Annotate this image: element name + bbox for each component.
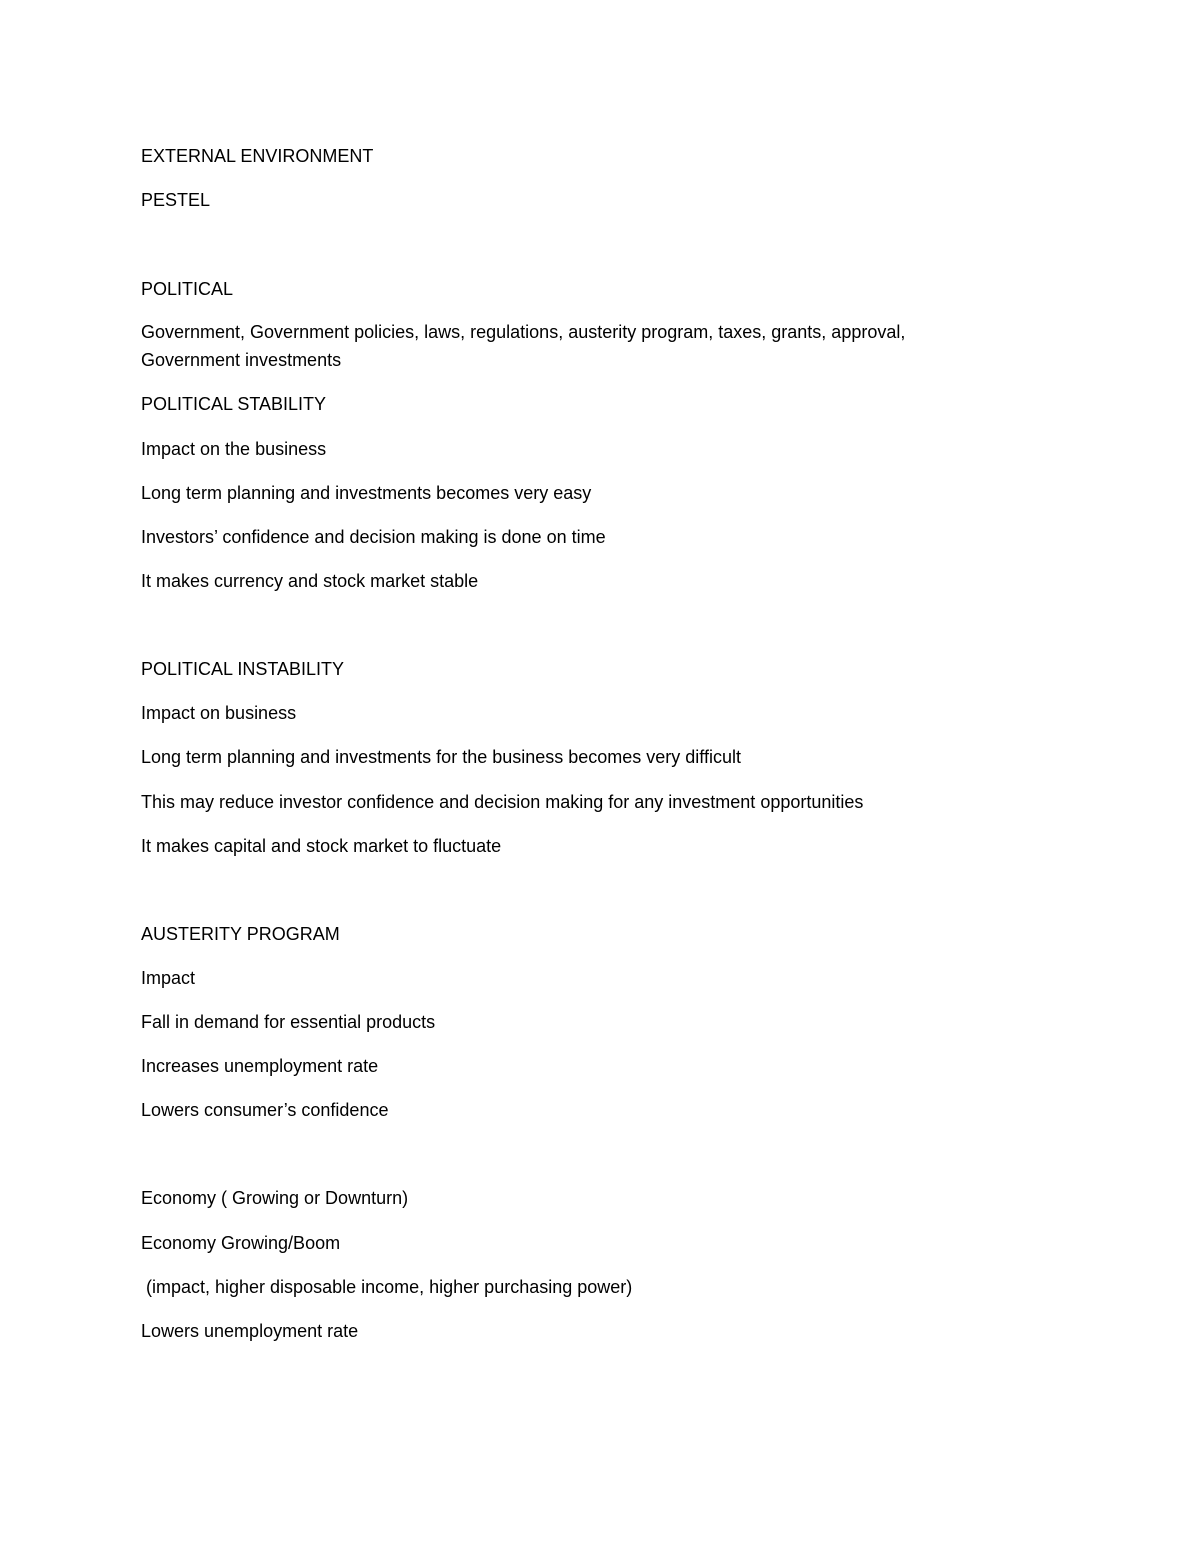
text-line: Government, Government policies, laws, regulations, austerity program, taxes, grants, approval,	[141, 322, 906, 342]
text-line: Government investments	[141, 350, 342, 370]
text-line: Impact on business	[141, 703, 297, 723]
text-line: It makes currency and stock market stable	[141, 571, 479, 591]
text-line: This may reduce investor confidence and decision making for any investment opportunities	[141, 792, 864, 812]
text-line: It makes capital and stock market to fluctuate	[141, 836, 502, 856]
text-line: Lowers unemployment rate	[141, 1321, 359, 1341]
text-line: Long term planning and investments for the business becomes very difficult	[141, 747, 741, 767]
text-line: Increases unemployment rate	[141, 1056, 379, 1076]
heading-political-stability: POLITICAL STABILITY	[141, 394, 327, 414]
heading-political-instability: POLITICAL INSTABILITY	[141, 659, 345, 679]
section-label-pestel: PESTEL	[141, 190, 211, 210]
text-line: Lowers consumer’s confidence	[141, 1100, 389, 1120]
document-title: EXTERNAL ENVIRONMENT	[141, 146, 374, 166]
text-line: (impact, higher disposable income, higher purchasing power)	[141, 1277, 633, 1297]
text-line: Impact	[141, 968, 196, 988]
text-line: Impact on the business	[141, 439, 327, 459]
heading-austerity-program: AUSTERITY PROGRAM	[141, 924, 340, 944]
heading-economy: Economy ( Growing or Downturn)	[141, 1188, 409, 1208]
heading-political: POLITICAL	[141, 279, 234, 299]
text-line: Investors’ confidence and decision making is done on time	[141, 527, 606, 547]
text-line: Long term planning and investments becomes very easy	[141, 483, 592, 503]
text-line: Fall in demand for essential products	[141, 1012, 436, 1032]
text-line: Economy Growing/Boom	[141, 1233, 341, 1253]
